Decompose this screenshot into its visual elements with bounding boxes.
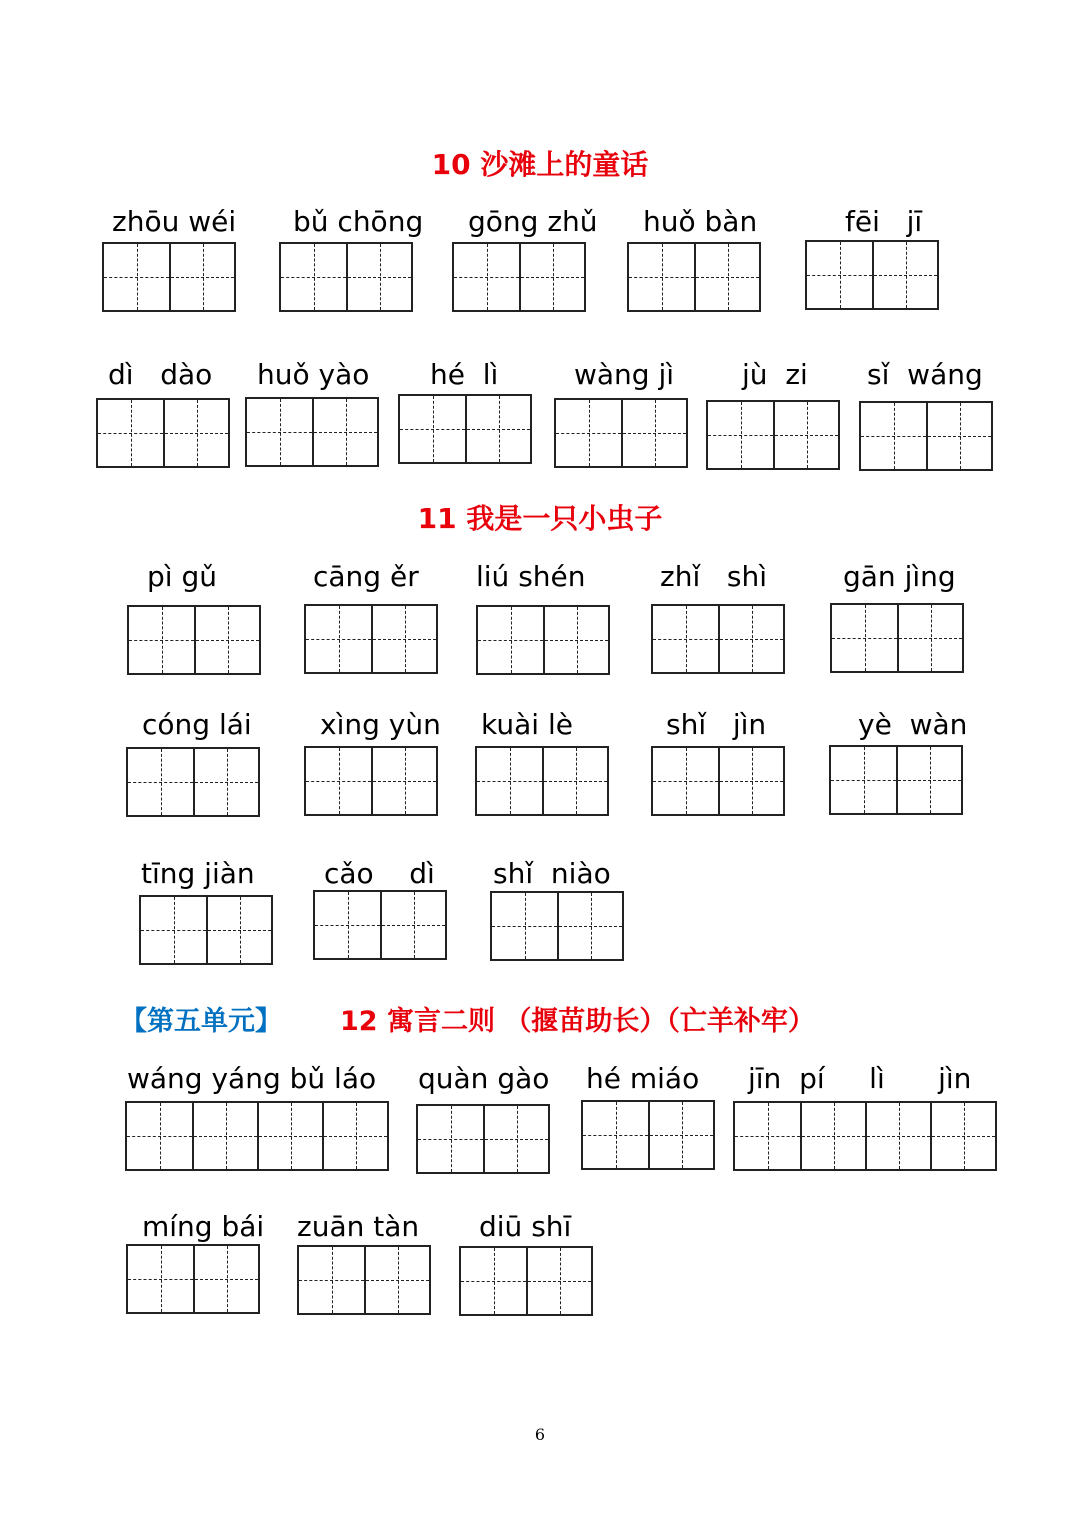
page-number: 6 [534,1425,546,1444]
character-writing-grid [830,603,964,673]
pinyin-label: wàng jì [574,358,675,391]
pinyin-label: gōng zhǔ [468,205,598,238]
pinyin-label: jù zi [742,358,808,391]
character-writing-grid [125,1101,389,1171]
tian-zi-ge-cell[interactable] [718,606,783,672]
tian-zi-ge-cell[interactable] [315,892,380,958]
tian-zi-ge-cell[interactable] [653,606,718,672]
tian-zi-ge-cell[interactable] [872,242,937,308]
tian-zi-ge-cell[interactable] [930,1103,995,1169]
pinyin-label: dì dào [108,358,213,391]
tian-zi-ge-cell[interactable] [192,1103,257,1169]
pinyin-label: hé lì [430,358,499,391]
tian-zi-ge-cell[interactable] [371,606,436,672]
character-writing-grid [304,604,438,674]
tian-zi-ge-cell[interactable] [465,396,530,462]
tian-zi-ge-cell[interactable] [800,1103,865,1169]
character-writing-grid [245,397,379,467]
pinyin-label: cāng ěr [313,560,419,593]
tian-zi-ge-cell[interactable] [708,402,773,468]
character-writing-grid [627,242,761,312]
pinyin-label: tīng jiàn [141,857,255,890]
lesson-11-title: 11 我是一只小虫子 [417,502,663,535]
tian-zi-ge-cell[interactable] [193,1246,258,1312]
character-writing-grid [452,242,586,312]
pinyin-label: bǔ chōng [293,205,424,238]
tian-zi-ge-cell[interactable] [169,244,234,310]
tian-zi-ge-cell[interactable] [127,1103,192,1169]
tian-zi-ge-cell[interactable] [694,244,759,310]
character-writing-grid [581,1100,715,1170]
tian-zi-ge-cell[interactable] [141,897,206,963]
tian-zi-ge-cell[interactable] [542,748,607,814]
unit-label: 【第五单元】 [120,1006,282,1037]
tian-zi-ge-cell[interactable] [128,1246,193,1312]
tian-zi-ge-cell[interactable] [461,1248,526,1314]
tian-zi-ge-cell[interactable] [346,244,411,310]
character-writing-grid [651,604,785,674]
pinyin-label: shǐ niào [493,857,611,890]
tian-zi-ge-cell[interactable] [129,607,194,673]
tian-zi-ge-cell[interactable] [104,244,169,310]
tian-zi-ge-cell[interactable] [832,605,897,671]
pinyin-label: gān jìng [843,560,956,593]
lesson-10-title: 10 沙滩上的童话 [431,148,649,181]
tian-zi-ge-cell[interactable] [454,244,519,310]
pinyin-label: pì gǔ [147,560,217,593]
pinyin-label: quàn gào [418,1062,550,1095]
character-writing-grid [706,400,840,470]
tian-zi-ge-cell[interactable] [519,244,584,310]
tian-zi-ge-cell[interactable] [896,747,961,813]
tian-zi-ge-cell[interactable] [306,748,371,814]
tian-zi-ge-cell[interactable] [897,605,962,671]
character-writing-grid [96,398,230,468]
pinyin-label: zhǐ shì [660,560,768,593]
pinyin-label: shǐ jìn [666,708,767,741]
character-writing-grid [733,1101,997,1171]
character-writing-grid [416,1104,550,1174]
tian-zi-ge-cell[interactable] [193,749,258,815]
character-writing-grid [651,746,785,816]
tian-zi-ge-cell[interactable] [543,607,608,673]
tian-zi-ge-cell[interactable] [583,1102,648,1168]
character-writing-grid [805,240,939,310]
tian-zi-ge-cell[interactable] [648,1102,713,1168]
character-writing-grid [139,895,273,965]
tian-zi-ge-cell[interactable] [299,1247,364,1313]
tian-zi-ge-cell[interactable] [861,403,926,469]
character-writing-grid [859,401,993,471]
tian-zi-ge-cell[interactable] [312,399,377,465]
tian-zi-ge-cell[interactable] [773,402,838,468]
pinyin-label: hé miáo [586,1062,700,1095]
character-writing-grid [279,242,413,312]
pinyin-label: cóng lái [142,708,252,741]
tian-zi-ge-cell[interactable] [477,748,542,814]
tian-zi-ge-cell[interactable] [621,400,686,466]
tian-zi-ge-cell[interactable] [478,607,543,673]
pinyin-label: diū shī [479,1210,572,1243]
tian-zi-ge-cell[interactable] [865,1103,930,1169]
character-writing-grid [126,1244,260,1314]
character-writing-grid [398,394,532,464]
pinyin-label: yè wàn [858,708,968,741]
character-writing-grid [126,747,260,817]
tian-zi-ge-cell[interactable] [718,748,783,814]
character-writing-grid [829,745,963,815]
tian-zi-ge-cell[interactable] [281,244,346,310]
tian-zi-ge-cell[interactable] [257,1103,322,1169]
pinyin-label: sǐ wáng [867,358,983,391]
character-writing-grid [475,746,609,816]
tian-zi-ge-cell[interactable] [400,396,465,462]
tian-zi-ge-cell[interactable] [926,403,991,469]
tian-zi-ge-cell[interactable] [98,400,163,466]
pinyin-label: huǒ bàn [643,205,758,238]
tian-zi-ge-cell[interactable] [556,400,621,466]
character-writing-grid [554,398,688,468]
character-writing-grid [127,605,261,675]
character-writing-grid [459,1246,593,1316]
pinyin-label: liú shén [476,560,586,593]
pinyin-label: fēi jī [845,205,923,238]
pinyin-label: xìng yùn [320,708,441,741]
tian-zi-ge-cell[interactable] [247,399,312,465]
tian-zi-ge-cell[interactable] [526,1248,591,1314]
tian-zi-ge-cell[interactable] [194,607,259,673]
tian-zi-ge-cell[interactable] [807,242,872,308]
character-writing-grid [490,891,624,961]
tian-zi-ge-cell[interactable] [735,1103,800,1169]
tian-zi-ge-cell[interactable] [206,897,271,963]
tian-zi-ge-cell[interactable] [653,748,718,814]
character-writing-grid [102,242,236,312]
pinyin-label: kuài lè [481,708,573,741]
lesson-12-title: 12 寓言二则 （揠苗助长）（亡羊补牢） [340,1006,815,1037]
tian-zi-ge-cell[interactable] [306,606,371,672]
tian-zi-ge-cell[interactable] [483,1106,548,1172]
tian-zi-ge-cell[interactable] [380,892,445,958]
character-writing-grid [313,890,447,960]
tian-zi-ge-cell[interactable] [322,1103,387,1169]
character-writing-grid [304,746,438,816]
character-writing-grid [476,605,610,675]
pinyin-label: cǎo dì [324,857,435,890]
character-writing-grid [297,1245,431,1315]
tian-zi-ge-cell[interactable] [629,244,694,310]
tian-zi-ge-cell[interactable] [492,893,557,959]
pinyin-label: zhōu wéi [112,205,237,238]
pinyin-label: huǒ yào [257,358,370,391]
pinyin-label: míng bái [142,1210,265,1243]
pinyin-label: wáng yáng bǔ láo [127,1062,377,1095]
tian-zi-ge-cell[interactable] [163,400,228,466]
tian-zi-ge-cell[interactable] [418,1106,483,1172]
pinyin-label: zuān tàn [297,1210,420,1243]
tian-zi-ge-cell[interactable] [364,1247,429,1313]
tian-zi-ge-cell[interactable] [557,893,622,959]
tian-zi-ge-cell[interactable] [128,749,193,815]
tian-zi-ge-cell[interactable] [831,747,896,813]
tian-zi-ge-cell[interactable] [371,748,436,814]
pinyin-label: jīn pí lì jìn [748,1062,972,1095]
